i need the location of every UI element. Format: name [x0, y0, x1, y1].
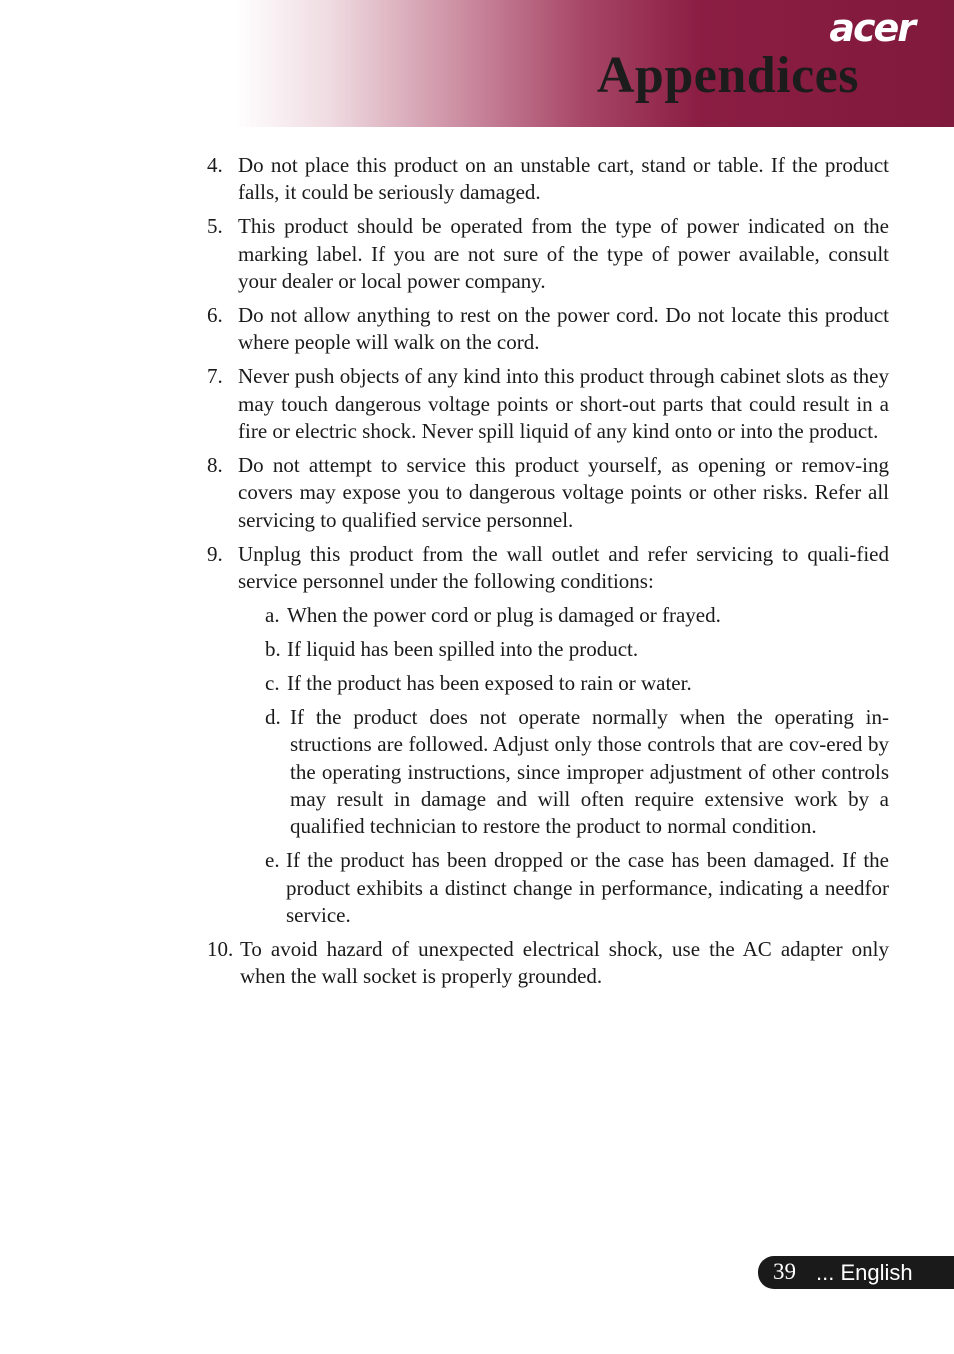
- list-item: [207, 213, 889, 295]
- list-item: [207, 363, 889, 445]
- footer-language: ... English: [816, 1260, 913, 1285]
- page-number: 39: [773, 1259, 796, 1284]
- item-text: This product should be operated from the type of power indicated on the marking label. If you are not sure of the type of power available, consult your dealer or local power company.: [238, 214, 889, 294]
- page-header: [0, 0, 954, 127]
- item-number: 4.: [207, 153, 223, 177]
- instructions-list: [207, 152, 889, 997]
- sub-item-text: If the product has been exposed to rain or water.: [287, 670, 692, 695]
- item-text: Do not attempt to service this product yourself, as opening or remov-ing covers may expose you to dangerous voltage points or other risks. Refer all servicing to qualified service personnel.: [238, 453, 889, 532]
- sub-item-text: If liquid has been spilled into the product.: [287, 637, 639, 661]
- page-title: Appendices: [596, 47, 859, 104]
- item-number: 10.: [207, 937, 234, 962]
- item-text: Do not allow anything to rest on the power cord. Do not locate this product where people will walk on the cord.: [238, 303, 889, 355]
- sub-item: [265, 704, 889, 841]
- list-item: [207, 302, 889, 357]
- item-text: Do not place this product on an unstable cart, stand or table. If the product falls, it could be seriously damaged.: [238, 153, 889, 205]
- item-text: Never push objects of any kind into this product through cabinet slots as they may touch dangerous voltage points or short-out parts that could result in a fire or electric shock. Never spill liquid of any kind onto or into the product.: [238, 364, 889, 444]
- list-item: [207, 936, 889, 991]
- sub-item-text: When the power cord or plug is damaged or frayed.: [287, 603, 721, 628]
- sub-item-letter: d.: [265, 704, 281, 729]
- sub-item-text: If the product has been dropped or the case has been damaged. If the product exhibits a distinct change in performance, indicating a needfor service.: [286, 848, 889, 928]
- page-footer-tab: [758, 1256, 954, 1289]
- sub-item-letter: a.: [265, 603, 280, 628]
- sub-item: [265, 847, 889, 929]
- item-number: 7.: [207, 364, 223, 389]
- list-item: [207, 452, 889, 534]
- sub-item-letter: e.: [265, 848, 280, 873]
- acer-logo: acer: [829, 6, 914, 50]
- sub-item: [265, 670, 889, 697]
- sub-item-letter: c.: [265, 670, 280, 695]
- item-text: Unplug this product from the wall outlet and refer servicing to quali-fied service personnel under the following conditions:: [238, 541, 889, 594]
- sub-item-letter: b.: [265, 637, 281, 661]
- list-item: [207, 152, 889, 207]
- item-text: To avoid hazard of unexpected electrical shock, use the AC adapter only when the wall socket is properly grounded.: [240, 937, 889, 989]
- item-number: 8.: [207, 453, 223, 478]
- item-number: 9.: [207, 541, 223, 566]
- item-number: 6.: [207, 303, 223, 328]
- sub-item: [265, 636, 889, 663]
- sub-item-text: If the product does not operate normally when the operating in-structions are followed. Adjust only those controls that are cov-ered by the operating instructions, since improper adjustment of other controls may result in damage and will often require extensive work by a qualified technician to restore the product to normal condition.: [290, 704, 889, 839]
- item-number: 5.: [207, 214, 223, 239]
- sub-item: [265, 602, 889, 629]
- list-item: [207, 541, 889, 596]
